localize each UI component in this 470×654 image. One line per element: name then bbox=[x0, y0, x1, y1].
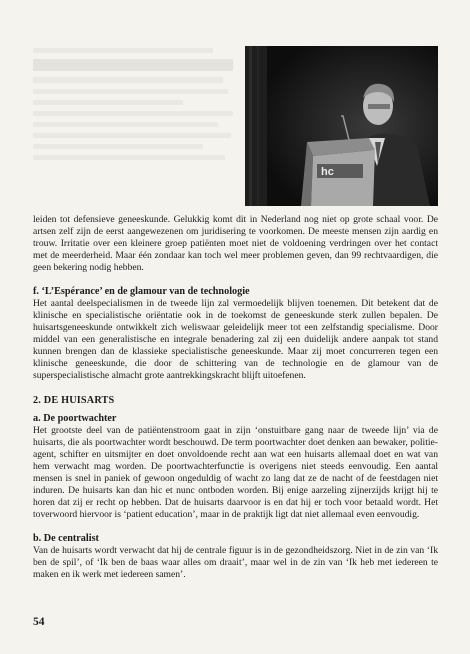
page-number: 54 bbox=[33, 616, 45, 628]
heading-centralist: b. De centralist bbox=[33, 533, 99, 544]
article-body bbox=[33, 214, 438, 581]
speaker-photo bbox=[245, 46, 438, 206]
paragraph-poortwachter: Het grootste deel van de patiëntenstroom gaat in zijn ‘onstuitbare gang naar de tweede lijn’ via de huisarts, die als poortwachter wordt beschouwd. De term poortwachter doet denken aan bewaker, politie-agent, schifter en uitsmijter en doet onvoldoende recht aan wat een huisarts allemaal doet en wat van hem verwacht mag worden. De poortwachterfunctie is overigens niet steeds eenvoudig. Een aantal mensen is snel in paniek of gewoon ongeduldig of wacht zo lang dat ze de nacht of de feestdagen niet induren. De huisarts kan dan hic et nunc ontboden worden. Bij enige aarzeling zijnerzijds krijgt hij te horen dat zij er recht op hebben. Dat de huisarts daarvoor is en dat hij er toch voor betaald wordt. Het toverwoord hiervoor is ‘patient education’, maar in de praktijk ligt dat niet allemaal even eenvoudig. bbox=[33, 425, 438, 520]
paragraph-deelspecialismen: Het aantal deelspecialismen in de tweede lijn zal vermoedelijk blijven toenemen. Dit betekent dat de klinische en specialistische oriëntatie ook in de toekomst de geneeskunde sterk zullen bepalen. De huisartsgeneeskunde ontwikkelt zich weliswaar geleidelijk meer tot een zelfstandig specialisme. Door middel van een generalistische en integrale benadering zal zij een duidelijk andere aanpak tot stand kunnen brengen dan de klassieke specialistische geneeskunde. Maar zij moet concurreren tegen een klinische geneeskunde, die door de schittering van de technologie en de glamour van de superspecialistische almacht grote aantrekkingskracht blijft uitoefenen. bbox=[33, 298, 438, 381]
show-through-text bbox=[33, 48, 238, 166]
podium-logo-text: hc bbox=[321, 166, 334, 178]
heading-lesperance: f. ‘L’Espérance’ en de glamour van de technologie bbox=[33, 286, 250, 297]
paragraph-centralist: Van de huisarts wordt verwacht dat hij de centrale figuur is in de gezondheidszorg. Niet in de zin van ‘Ik ben de spil’, of ‘Ik ben de baas waar alles om draait’, maar wel in de zin van ‘Ik heb met iedereen te maken en ik werk met iedereen samen’. bbox=[33, 545, 438, 580]
section-heading-de-huisarts: 2. DE HUISARTS bbox=[33, 395, 115, 406]
heading-poortwachter: a. De poortwachter bbox=[33, 413, 117, 424]
speaker-at-podium-image bbox=[245, 46, 438, 206]
paragraph-defensieve-geneeskunde: leiden tot defensieve geneeskunde. Gelukkig komt dit in Nederland nog niet op grote schaal voor. De artsen zelf zijn de eerst aangewezenen om juridisering te voorkomen. De meeste mensen zijn aardig en trouw. Irritatie over een kleinere groep patiënten moet niet de voldoening verdringen over het contact met de meerderheid. Maar één zondaar kan toch wel meer problemen geven, dan 99 rechtvaardigen, die geen bekering nodig hebben. bbox=[33, 214, 438, 273]
